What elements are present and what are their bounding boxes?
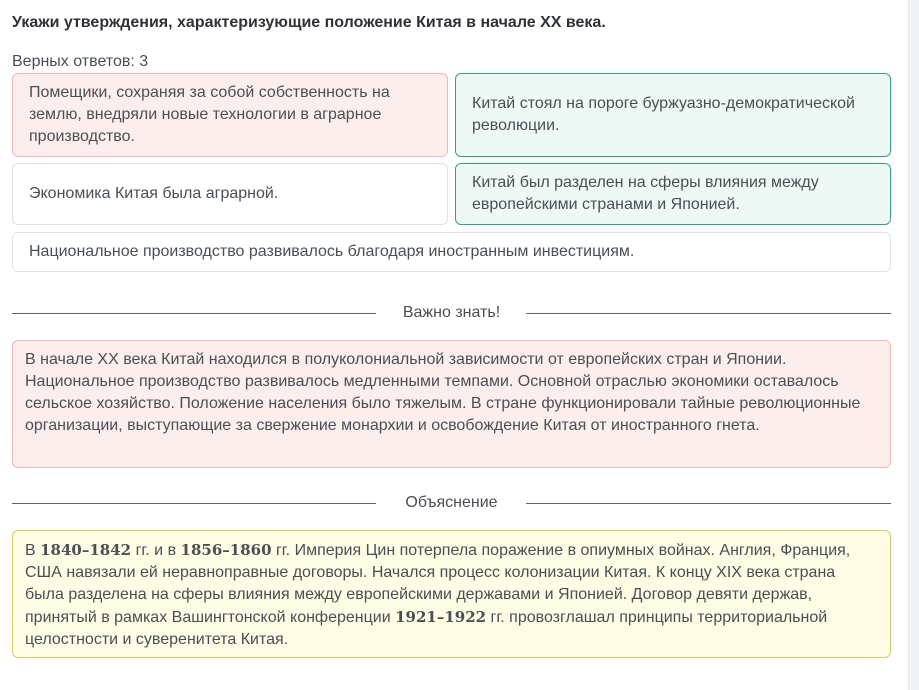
answer-option-4[interactable] xyxy=(455,163,891,225)
explanation-year: 1921–1922 xyxy=(395,608,487,626)
explanation-heading: Объяснение xyxy=(405,494,498,511)
answer-option-text: Помещики, сохраняя за собой собственность на землю, внедряли новые технологии в аграрное производство. xyxy=(29,84,390,145)
answer-option-2[interactable] xyxy=(455,73,891,157)
important-divider xyxy=(12,303,891,323)
answer-option-5[interactable] xyxy=(12,232,891,272)
answer-option-text: Национальное производство развивалось благодаря иностранным инвестициям. xyxy=(29,243,635,260)
important-note-text: В начале XX века Китай находился в полуколониальной зависимости от европейских стран и Японии. Национальное производство развивалось медленными темпами. Основной отраслью экономики оставалось сельское хозяйство. Положение населения было тяжелым. В стране функционировали тайные революционные организации, выступающие за свержение монархии и освобождение Китая от иностранного гнета. xyxy=(25,351,861,434)
explanation-panel xyxy=(12,530,891,658)
answer-option-text: Экономика Китая была аграрной. xyxy=(29,185,279,202)
important-note-panel xyxy=(12,340,891,468)
question-text: Укажи утверждения, характеризующие положение Китая в начале XX века. xyxy=(12,14,606,31)
explanation-divider xyxy=(12,493,891,513)
explanation-year: 1856–1860 xyxy=(180,541,272,559)
explanation-text-part: гг. и в xyxy=(131,542,181,559)
answer-option-1[interactable] xyxy=(12,73,448,157)
explanation-text-part: гг. Империя Цин потерпела поражение в опиумных войнах. Англия, Франция, США навязали ей неравноправные договоры. Начался процесс колонизации Китая. К концу XIX века страна была разделена на сферы влияния между европейскими державами и Японией. Договор девяти держав, принятый в рамках Вашингтонской конференции xyxy=(25,542,851,626)
answer-option-text: Китай стоял на пороге буржуазно-демократической революции. xyxy=(472,95,855,134)
important-heading: Важно знать! xyxy=(402,304,501,321)
explanation-text-part: В xyxy=(25,542,41,559)
correct-count-label: Верных ответов: 3 xyxy=(12,53,149,70)
explanation-text-part: гг. провозглашал принципы территориальной целостности и суверенитета Китая. xyxy=(25,609,828,648)
answer-option-text: Китай был разделен на сферы влияния между европейскими странами и Японией. xyxy=(472,174,819,213)
explanation-text xyxy=(25,542,850,648)
scrollbar-track[interactable] xyxy=(908,0,919,690)
explanation-year: 1840–1842 xyxy=(40,541,132,559)
answer-option-3[interactable] xyxy=(12,163,448,225)
